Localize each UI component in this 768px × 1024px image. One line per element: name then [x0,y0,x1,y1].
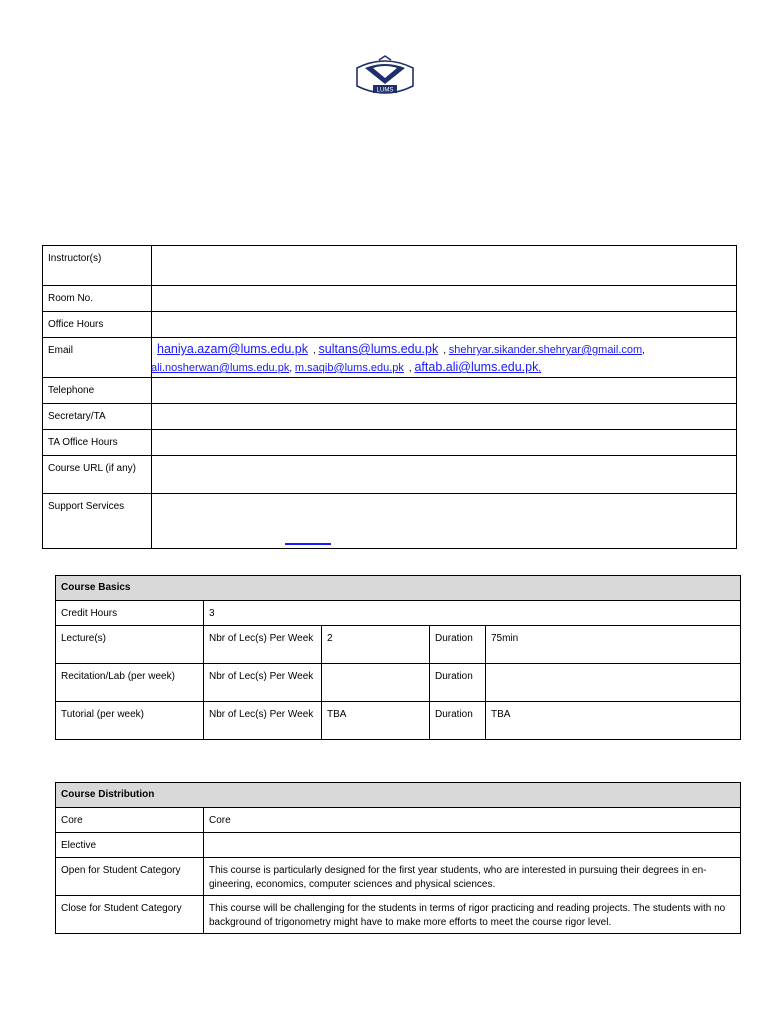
email-link[interactable]: shehryar.sikander.shehryar@gmail.com [448,344,643,356]
course-basics-table [55,575,741,740]
course-distribution-table [55,782,741,934]
support-services-value [152,494,737,549]
instructor-label: Instructor(s) [43,246,152,286]
table-row [43,404,737,430]
table-row [43,456,737,494]
recitation-nbr-value [322,664,430,702]
email-link[interactable]: aftab.ali@lums.edu.pk [414,360,539,374]
elective-label: Elective [56,833,204,858]
close-category-label: Close for Student Category [56,896,204,934]
course-distribution-title: Course Distribution [56,783,741,808]
credit-hours-label: Credit Hours [56,601,204,626]
table-row [56,664,741,702]
nbr-label: Nbr of Lec(s) Per Week [204,702,322,740]
instructor-value [152,246,737,286]
room-label: Room No. [43,286,152,312]
nbr-label: Nbr of Lec(s) Per Week [204,664,322,702]
table-row [56,808,741,833]
course-info-table [42,245,737,549]
email-link[interactable]: ali.nosherwan@lums.edu.pk [151,362,290,374]
telephone-label: Telephone [43,378,152,404]
tutorial-label: Tutorial (per week) [56,702,204,740]
support-link-underline[interactable] [285,543,331,545]
table-header-row [56,783,741,808]
recitation-label: Recitation/Lab (per week) [56,664,204,702]
table-row [56,702,741,740]
tutorial-duration-value: TBA [486,702,741,740]
table-row [43,312,737,338]
table-row [56,833,741,858]
open-category-label: Open for Student Category [56,858,204,896]
recitation-duration-value [486,664,741,702]
core-label: Core [56,808,204,833]
lecture-nbr-value: 2 [322,626,430,664]
table-row [56,896,741,934]
room-value [152,286,737,312]
email-link[interactable]: sultans@lums.edu.pk [318,342,439,356]
course-url-value [152,456,737,494]
ta-office-hours-label: TA Office Hours [43,430,152,456]
table-header-row [56,576,741,601]
elective-value [204,833,741,858]
table-row [56,601,741,626]
duration-label: Duration [430,626,486,664]
email-link[interactable]: m.saqib@lums.edu.pk [294,362,404,374]
office-hours-value [152,312,737,338]
support-services-label: Support Services [43,494,152,549]
ta-office-hours-value [152,430,737,456]
telephone-value [152,378,737,404]
credit-hours-value: 3 [204,601,741,626]
duration-label: Duration [430,664,486,702]
lecture-duration-value: 75min [486,626,741,664]
table-row [43,286,737,312]
secretary-label: Secretary/TA [43,404,152,430]
core-value: Core [204,808,741,833]
email-value: haniya.azam@lums.edu.pk , sultans@lums.edu.pk , shehryar.sikander.shehryar@gmail.com, ali.nosherwan@lums.edu.pk, m.saqib@lums.edu.pk , aftab.ali@lums.edu.pk, [152,338,737,378]
table-row [43,430,737,456]
email-link[interactable]: haniya.azam@lums.edu.pk [157,342,308,356]
email-label: Email [43,338,152,378]
open-category-value: This course is particularly designed for the first year students, who are interested in pursuing their degrees in en-gineering, economics, computer sciences and physical sciences. [204,858,741,896]
duration-label: Duration [430,702,486,740]
close-category-value: This course will be challenging for the students in terms of rigor practicing and reading projects. The students with no background of trigonometry might have to make more efforts to meet the course rigor level. [204,896,741,934]
table-row [56,858,741,896]
tutorial-nbr-value: TBA [322,702,430,740]
table-row [43,378,737,404]
office-hours-label: Office Hours [43,312,152,338]
table-row [43,246,737,286]
course-url-label: Course URL (if any) [43,456,152,494]
lecture-label: Lecture(s) [56,626,204,664]
logo-text: LUMS [376,87,394,94]
course-basics-title: Course Basics [56,576,741,601]
table-row [56,626,741,664]
nbr-label: Nbr of Lec(s) Per Week [204,626,322,664]
secretary-value [152,404,737,430]
table-row [43,338,737,378]
table-row [43,494,737,549]
lums-logo [353,52,417,98]
